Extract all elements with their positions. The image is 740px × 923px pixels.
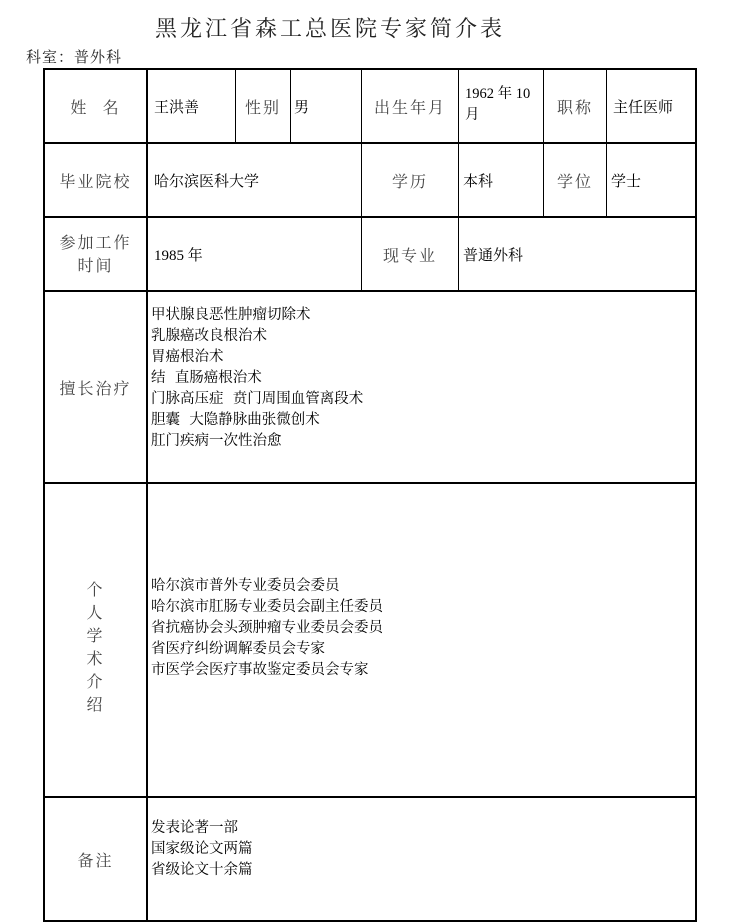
name-value-text: 王洪善 — [154, 97, 200, 116]
degree-label-text: 学位 — [556, 171, 593, 191]
academic-item: 市医学会医疗事故鉴定委员会专家 — [151, 662, 369, 678]
school-value — [148, 144, 361, 216]
degree-label — [544, 144, 606, 216]
work-start-label — [45, 218, 146, 290]
title-value-text: 主任医师 — [613, 97, 674, 116]
birth-label-text: 出生年月 — [373, 97, 446, 117]
name-label-text: 姓 名 — [70, 97, 121, 117]
remarks-label-text: 备注 — [77, 850, 114, 870]
expertise-item: 乳腺癌改良根治术 — [151, 328, 267, 344]
gender-label — [236, 70, 290, 142]
expertise-label-text: 擅长治疗 — [59, 378, 132, 398]
academic-label-char: 绍 — [86, 695, 105, 714]
work-start-label-line1: 参加工作 — [59, 233, 132, 252]
birth-value — [459, 70, 543, 142]
academic-label — [45, 484, 146, 796]
academic-label-char: 术 — [86, 649, 105, 668]
education-value-text: 本科 — [463, 171, 494, 190]
remarks-item: 省级论文十余篇 — [151, 862, 253, 878]
work-start-value — [148, 218, 361, 290]
title-label — [544, 70, 606, 142]
birth-label — [362, 70, 458, 142]
birth-value-line1: 1962 年 10 — [465, 86, 531, 102]
work-start-label-line2: 时间 — [77, 256, 114, 275]
academic-item: 哈尔滨市普外专业委员会委员 — [151, 578, 340, 594]
school-value-text: 哈尔滨医科大学 — [154, 171, 260, 190]
degree-value — [607, 144, 695, 216]
birth-value-line2: 月 — [465, 107, 480, 123]
academic-item: 省医疗纠纷调解委员会专家 — [151, 641, 325, 657]
academic-label-char: 学 — [86, 626, 105, 645]
school-label-text: 毕业院校 — [59, 171, 132, 191]
academic-list — [148, 484, 695, 796]
expertise-item: 门脉高压症 贲门周围血管离段术 — [151, 391, 364, 407]
expertise-item: 胃癌根治术 — [151, 349, 224, 365]
school-label — [45, 144, 146, 216]
academic-label-char: 介 — [86, 672, 105, 691]
title-value — [607, 70, 695, 142]
academic-label-char: 人 — [86, 603, 105, 622]
education-label — [362, 144, 458, 216]
remarks-item: 国家级论文两篇 — [151, 841, 253, 857]
remarks-label — [45, 798, 146, 920]
specialty-label-text: 现专业 — [382, 245, 437, 265]
name-value — [148, 70, 235, 142]
department-label: 科室：普外科 — [26, 48, 123, 66]
gender-value — [291, 70, 361, 142]
academic-label-char: 个 — [86, 580, 105, 599]
education-value — [459, 144, 543, 216]
specialty-label — [362, 218, 458, 290]
name-label — [45, 70, 146, 142]
table-border-right — [695, 68, 697, 922]
expertise-item: 结 直肠癌根治术 — [151, 370, 262, 386]
expertise-label — [45, 292, 146, 482]
expertise-item: 胆囊 大隐静脉曲张微创术 — [151, 412, 320, 428]
specialty-value-text: 普通外科 — [463, 245, 524, 264]
document-title: 黑龙江省森工总医院专家简介表 — [154, 17, 505, 42]
academic-item: 哈尔滨市肛肠专业委员会副主任委员 — [151, 599, 383, 615]
title-label-text: 职称 — [556, 97, 593, 117]
gender-value-text: 男 — [294, 97, 310, 116]
expertise-list — [148, 292, 695, 482]
degree-value-text: 学士 — [611, 171, 642, 190]
remarks-item: 发表论著一部 — [151, 820, 238, 836]
expertise-item: 甲状腺良恶性肿瘤切除术 — [151, 307, 311, 323]
education-label-text: 学历 — [391, 171, 428, 191]
work-start-value-text: 1985 年 — [154, 247, 203, 264]
gender-label-text: 性别 — [244, 97, 281, 117]
specialty-value — [459, 218, 695, 290]
table-border-bottom — [43, 920, 697, 922]
remarks-list — [148, 798, 695, 920]
academic-item: 省抗癌协会头颈肿瘤专业委员会委员 — [151, 620, 383, 636]
expertise-item: 肛门疾病一次性治愈 — [151, 433, 282, 449]
